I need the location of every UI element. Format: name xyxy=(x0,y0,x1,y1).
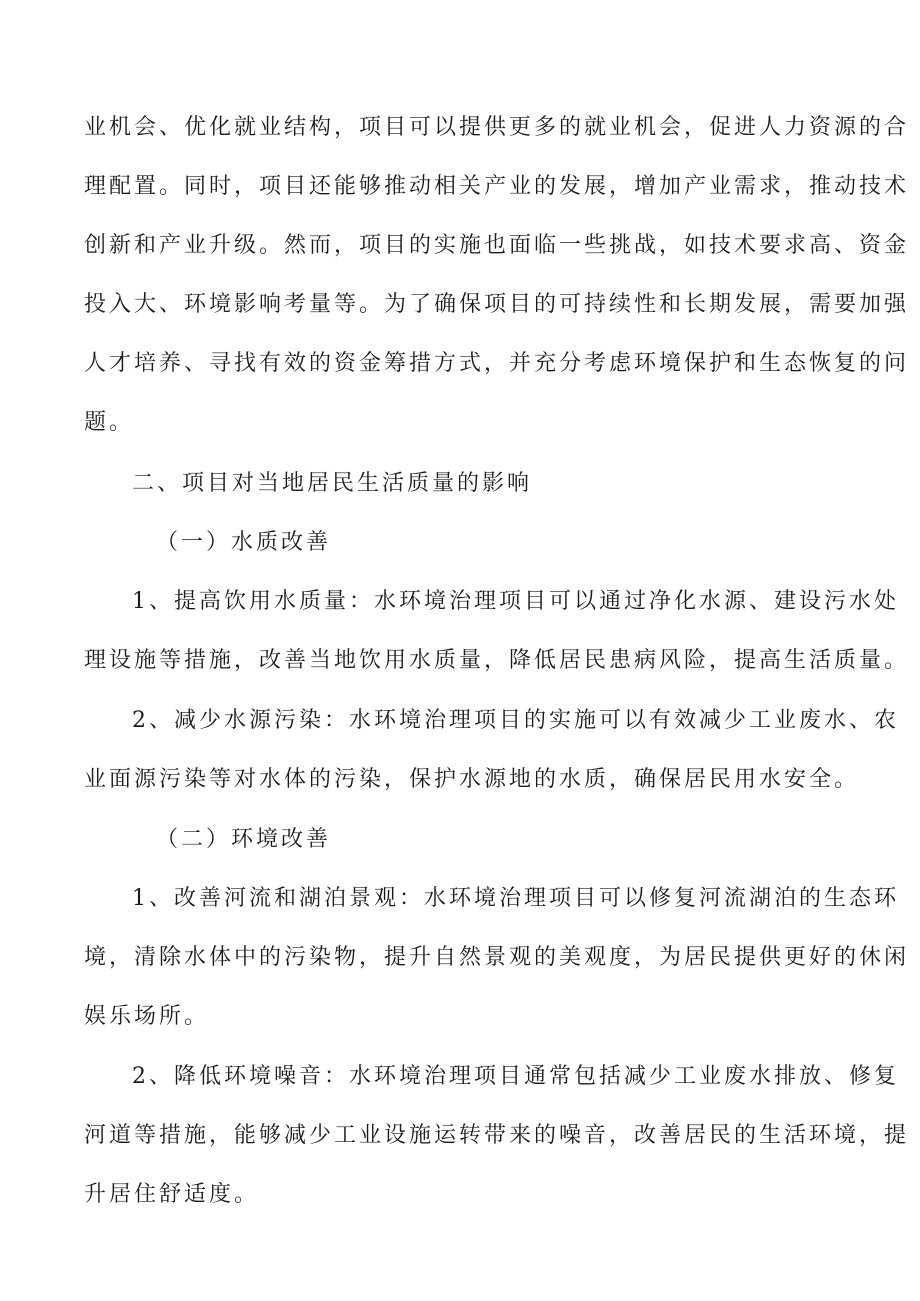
list-item-line: 理设施等措施，改善当地饮用水质量，降低居民患病风险，提高生活质量。 xyxy=(84,648,910,673)
list-item-line: 2、减少水源污染：水环境治理项目的实施可以有效减少工业废水、农 xyxy=(132,708,899,733)
list-item-line: 河道等措施，能够减少工业设施运转带来的噪音，改善居民的生活环境，提 xyxy=(84,1123,910,1148)
list-item-line: 娱乐场所。 xyxy=(84,1004,210,1029)
list-item-line: 业面源污染等对水体的污染，保护水源地的水质，确保居民用水安全。 xyxy=(84,767,860,792)
section-heading: 二、项目对当地居民生活质量的影响 xyxy=(132,471,533,496)
paragraph-line: 投入大、环境影响考量等。为了确保项目的可持续性和长期发展，需要加强 xyxy=(84,292,910,317)
paragraph-line: 业机会、优化就业结构，项目可以提供更多的就业机会，促进人力资源的合 xyxy=(84,115,910,140)
list-item-line: 1、提高饮用水质量：水环境治理项目可以通过净化水源、建设污水处 xyxy=(132,589,899,614)
list-item-line: 境，清除水体中的污染物，提升自然景观的美观度，为居民提供更好的休闲 xyxy=(84,945,910,970)
paragraph-line: 人才培养、寻找有效的资金筹措方式，并充分考虑环境保护和生态恢复的问 xyxy=(84,351,910,376)
list-item-line: 升居住舒适度。 xyxy=(84,1182,260,1207)
subsection-heading: （一）水质改善 xyxy=(156,530,332,555)
list-item-line: 2、降低环境噪音：水环境治理项目通常包括减少工业废水排放、修复 xyxy=(132,1064,899,1089)
paragraph-line: 创新和产业升级。然而，项目的实施也面临一些挑战，如技术要求高、资金 xyxy=(84,233,910,258)
list-item-line: 1、改善河流和湖泊景观：水环境治理项目可以修复河流湖泊的生态环 xyxy=(132,886,899,911)
paragraph-line: 题。 xyxy=(84,410,135,435)
subsection-heading: （二）环境改善 xyxy=(156,827,332,852)
paragraph-line: 理配置。同时，项目还能够推动相关产业的发展，增加产业需求，推动技术 xyxy=(84,174,910,199)
